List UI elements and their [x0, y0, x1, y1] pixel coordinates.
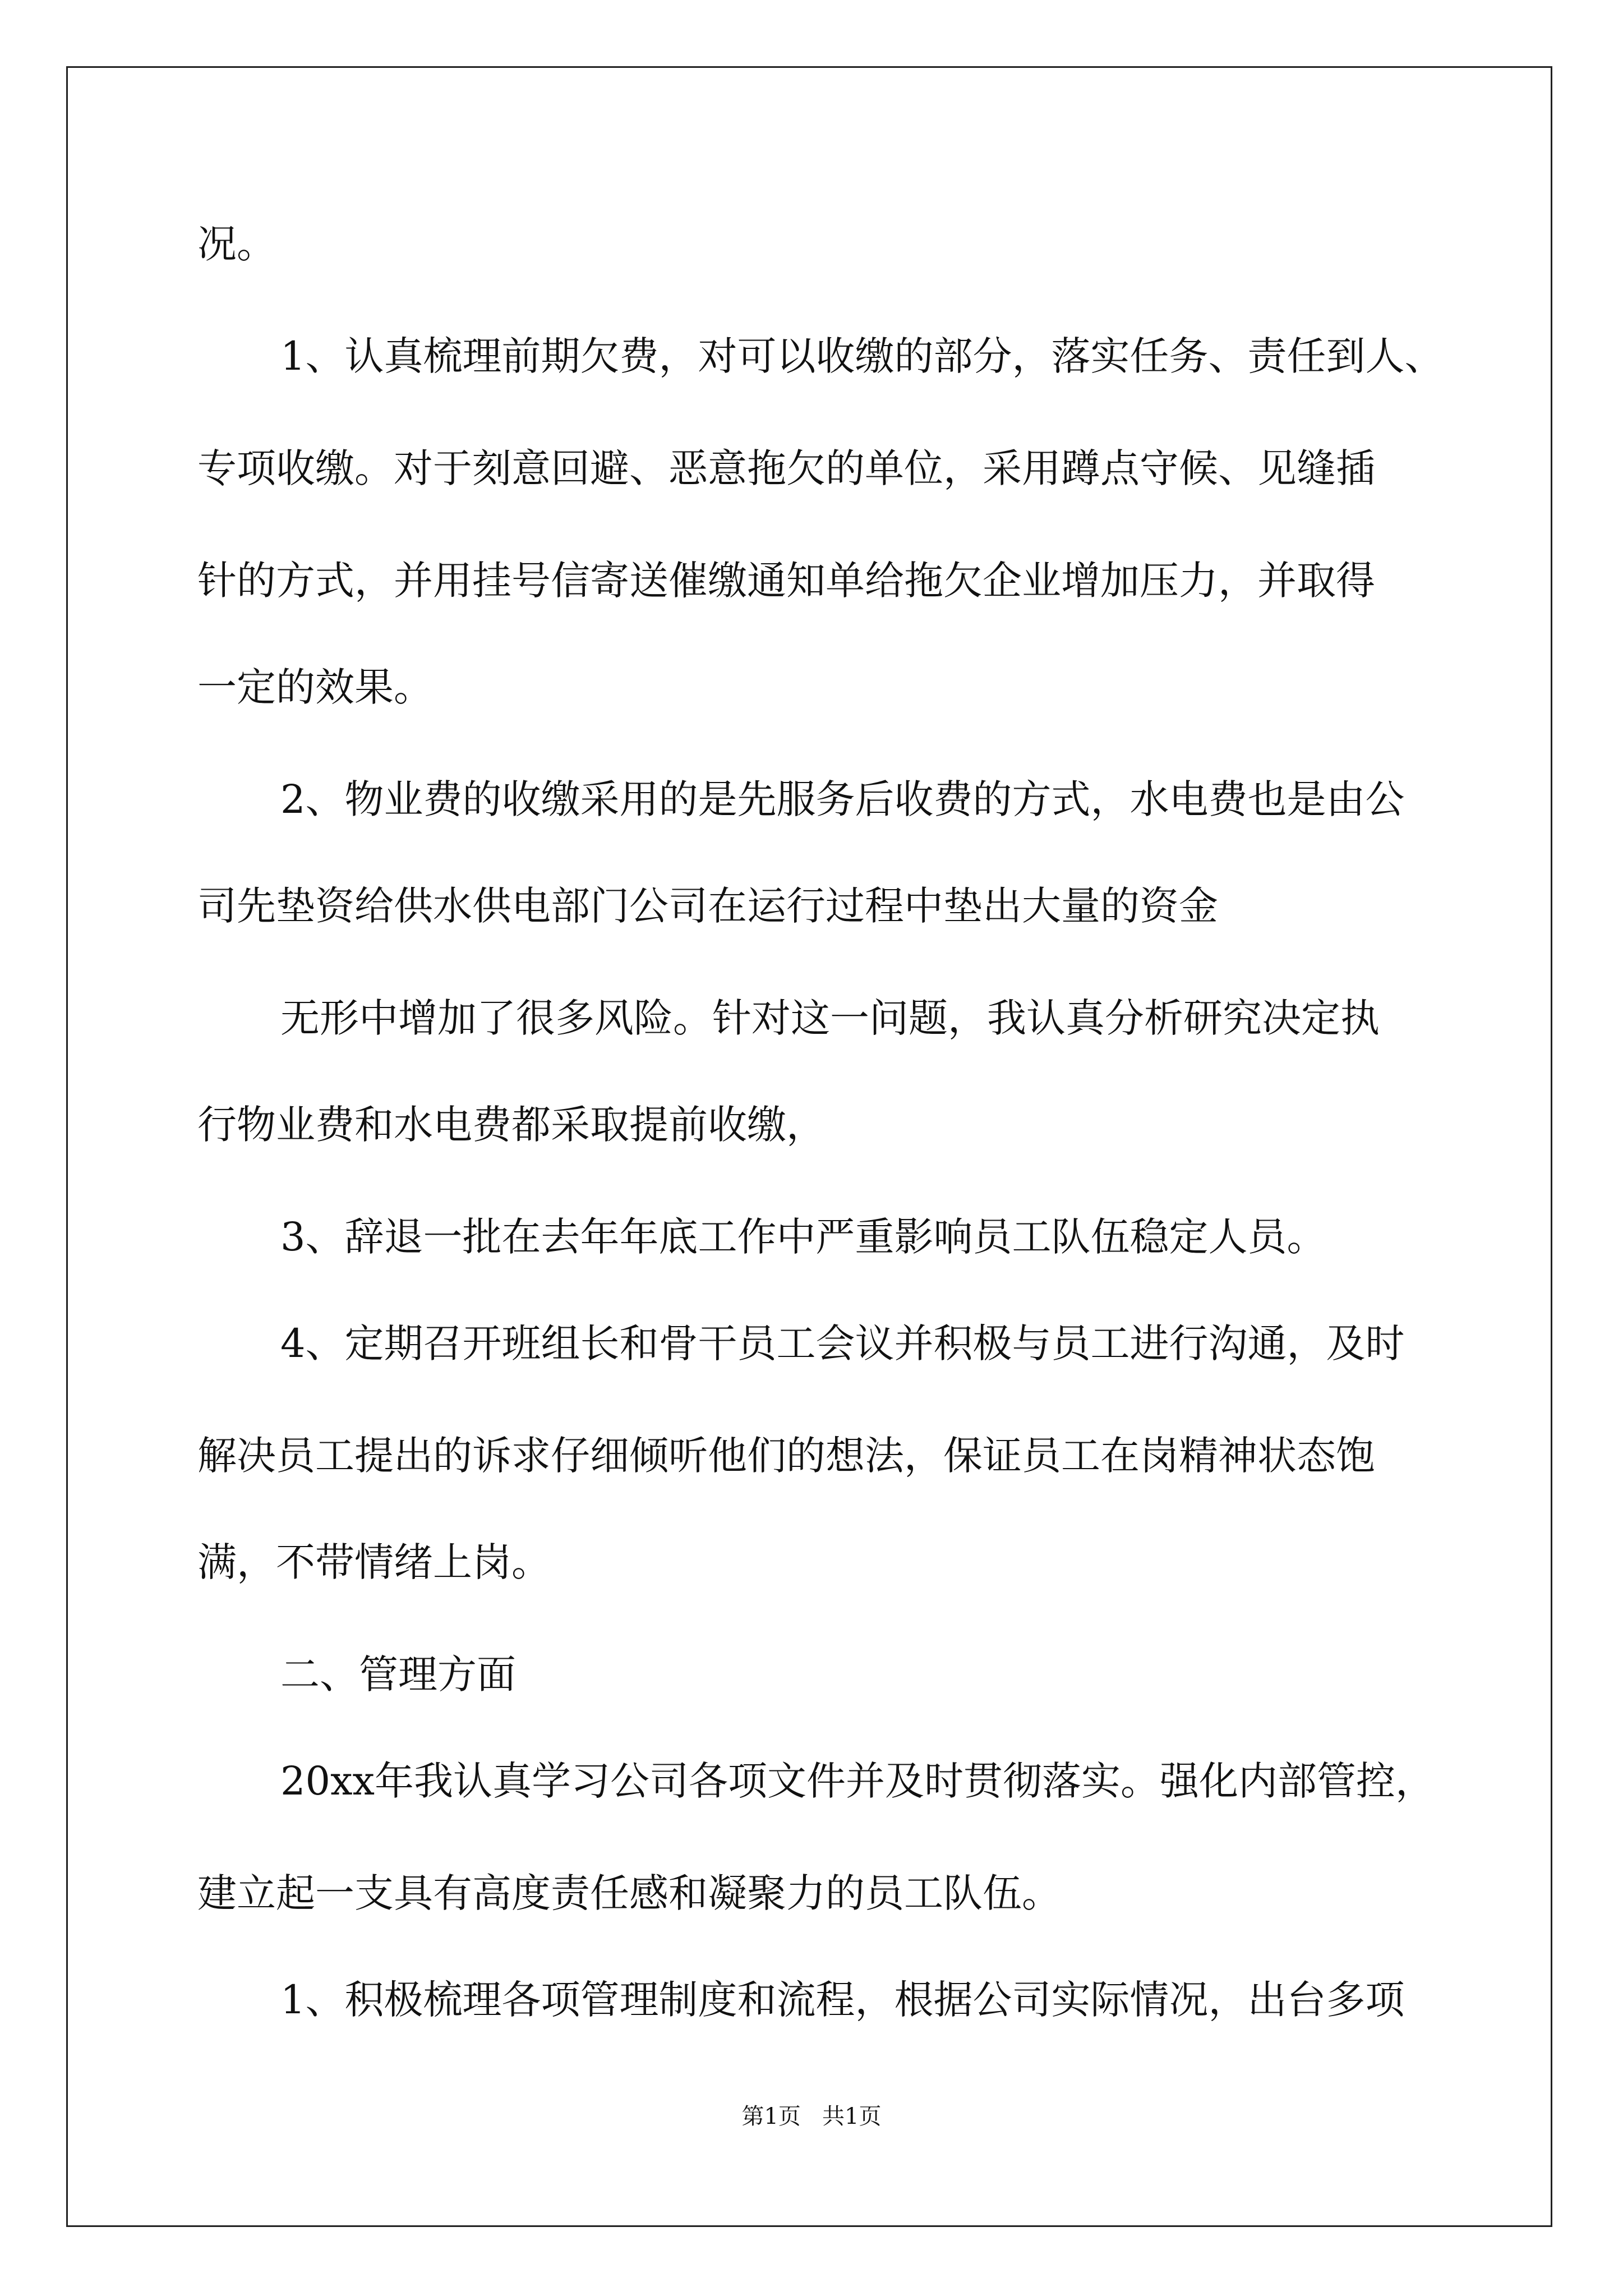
- text-line: 建立起一支具有高度责任感和凝聚力的员工队伍。: [197, 1870, 1061, 1916]
- text-line: 一定的效果。: [197, 664, 433, 710]
- text-line: 20xx年我认真学习公司各项文件并及时贯彻落实。强化内部管控，: [280, 1758, 1435, 1804]
- text-line: 解决员工提出的诉求仔细倾听他们的想法，保证员工在岗精神状态饱: [197, 1433, 1375, 1479]
- text-line: 行物业费和水电费都采取提前收缴，: [197, 1102, 826, 1148]
- text-line: 3、辞退一批在去年年底工作中严重影响员工队伍稳定人员。: [280, 1214, 1326, 1260]
- section-heading: 二、管理方面: [280, 1651, 516, 1697]
- text-line: 1、认真梳理前期欠费，对可以收缴的部分，落实任务、责任到人、: [280, 333, 1444, 379]
- text-line: 2、物业费的收缴采用的是先服务后收费的方式，水电费也是由公: [280, 776, 1405, 822]
- text-line: 专项收缴。对于刻意回避、恶意拖欠的单位，采用蹲点守候、见缝插: [197, 445, 1375, 491]
- page-number-footer: 第1页 共1页: [741, 2104, 882, 2129]
- text-line: 司先垫资给供水供电部门公司在运行过程中垫出大量的资金: [197, 883, 1218, 929]
- text-line: 4、定期召开班组长和骨干员工会议并积极与员工进行沟通，及时: [280, 1320, 1405, 1366]
- text-line: 1、积极梳理各项管理制度和流程，根据公司实际情况，出台多项: [280, 1977, 1405, 2023]
- text-line: 况。: [197, 221, 276, 267]
- text-line: 无形中增加了很多风险。针对这一问题，我认真分析研究决定执: [280, 995, 1380, 1041]
- text-line: 针的方式，并用挂号信寄送催缴通知单给拖欠企业增加压力，并取得: [197, 558, 1375, 604]
- text-line: 满，不带情绪上岗。: [197, 1539, 551, 1585]
